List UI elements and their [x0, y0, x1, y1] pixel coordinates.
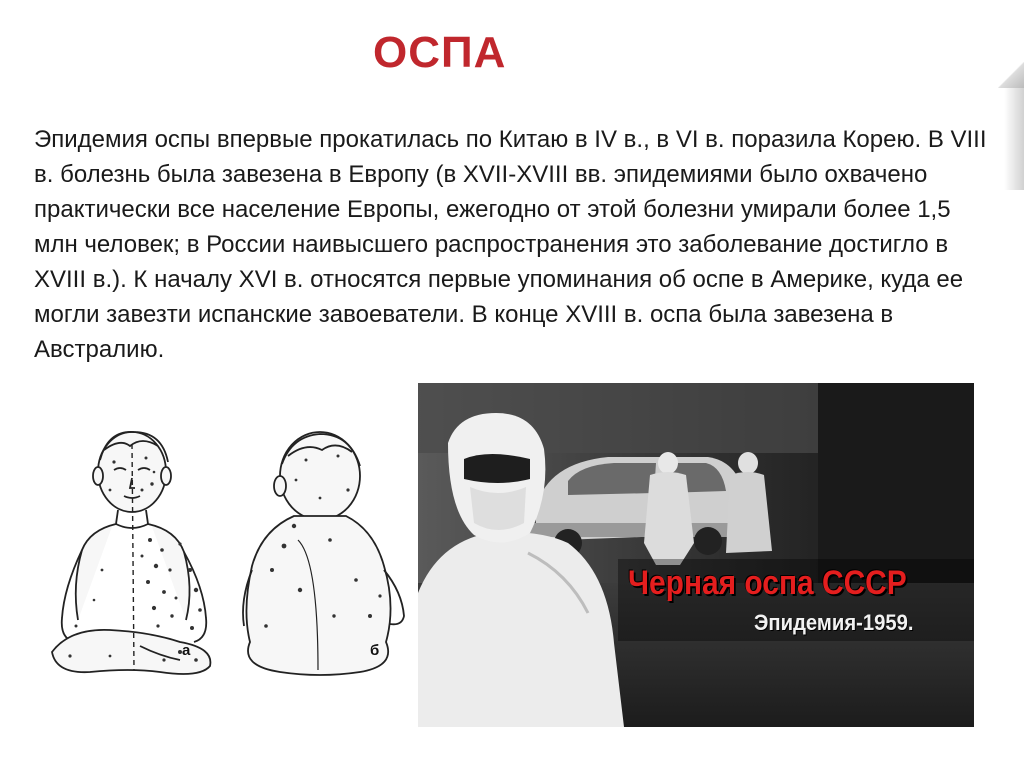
- slide-body-text: Эпидемия оспы впервые прокатилась по Китаю в IV в., в VI в. поразила Корею. В VIII в. болезнь была завезена в Европу (в XVII-XVIII вв. эпидемиями было охвачено практически все население Европы, ежегодно от этой болезни умирали более 1,5 млн человек; в России наивысшего распространения это заболевание достигло в XVIII в.). К началу XVI в. относятся первые упоминания об оспе в Америке, куда ее могли завезти испанские завоеватели. В конце XVIII в. оспа была завезена в Австралию.: [34, 126, 987, 363]
- photo-caption-subtitle: Эпидемия-1959.: [754, 610, 914, 635]
- child-back-figure: [243, 432, 404, 675]
- slide-title: ОСПА: [373, 28, 507, 77]
- smallpox-child-illustration: [30, 420, 415, 690]
- page-corner-shadow: [1004, 70, 1024, 190]
- epidemic-1959-photo: [418, 383, 974, 727]
- figure-label-a: а: [182, 642, 191, 659]
- figure-label-b: б: [370, 642, 380, 659]
- page-corner-fold: [998, 62, 1024, 88]
- photo-caption-title: Черная оспа СССР: [628, 564, 907, 602]
- child-front-figure: [52, 432, 210, 674]
